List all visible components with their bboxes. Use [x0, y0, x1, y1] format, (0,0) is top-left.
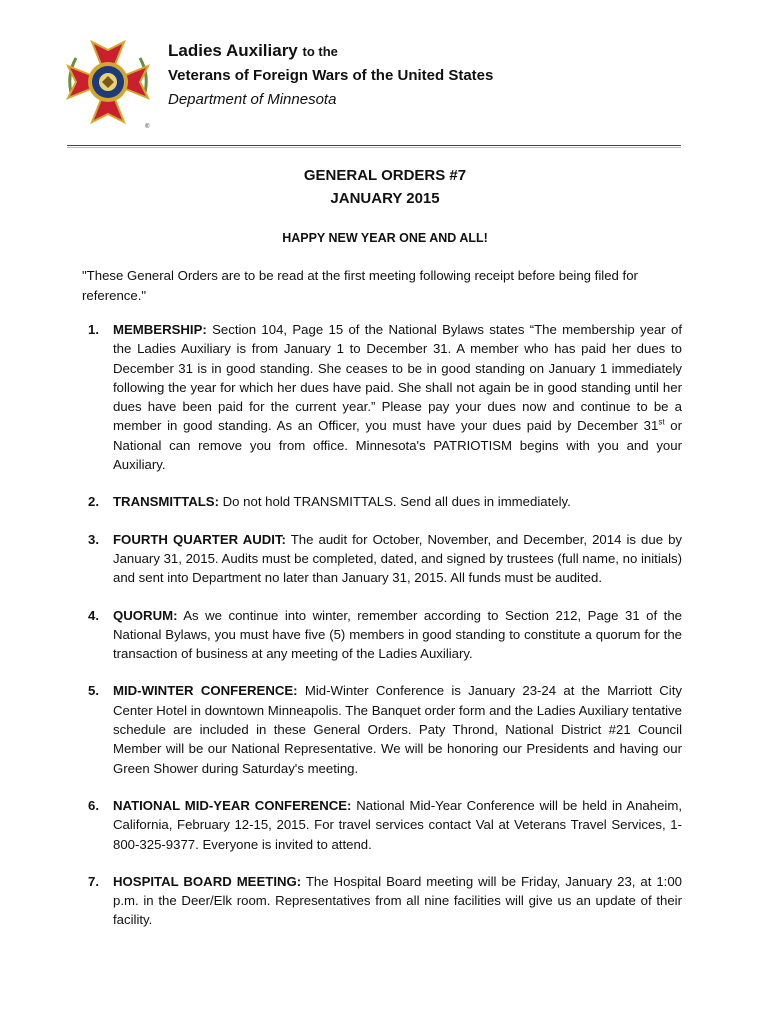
- list-item: [82, 681, 682, 777]
- item-number: 6.: [88, 797, 99, 813]
- orders-list: [82, 320, 682, 948]
- item-number: 4.: [88, 607, 99, 623]
- intro-paragraph: "These General Orders are to be read at the first meeting following receipt before being filed for reference.": [82, 268, 638, 303]
- svg-text:®: ®: [145, 124, 150, 130]
- list-item: [82, 606, 682, 664]
- item-text: National Mid-Year Conference will be held in Anaheim, California, February 12-15, 2015. For travel services contact Val at Veterans Travel Services, 1-800-325-9377. Everyone is invited to attend.: [113, 797, 683, 852]
- org-line-1: [168, 39, 493, 64]
- item-text: Section 104, Page 15 of the National Bylaws states “The membership year of the Ladies Auxiliary is from January 1 to December 31. A member who has paid her dues to December 31 is in good standing. She ceases to be in good standing on January 1 immediately following the year for which her dues have paid. She shall not again be in good standing until her dues have been paid for the current year.” Please pay your dues now and continue to be a member in good standing. As an Officer, you must have your dues paid by December 31: [113, 322, 682, 434]
- item-heading: HOSPITAL BOARD MEETING:: [113, 873, 302, 889]
- item-text: As we continue into winter, remember according to Section 212, Page 31 of the National Bylaws, you must have five (5) members in good standing to constitute a quorum for the transaction of business at any meeting of the Ladies Auxiliary.: [113, 607, 682, 662]
- document-date: JANUARY 2015: [330, 190, 440, 207]
- vfw-auxiliary-emblem: [62, 36, 154, 130]
- item-text-continued: or National can remove you from office. Minnesota's PATRIOTISM begins with you and your Auxiliary.: [113, 418, 683, 473]
- greeting: HAPPY NEW YEAR ONE AND ALL!: [282, 231, 488, 245]
- item-heading: TRANSMITTALS:: [113, 494, 219, 510]
- organization-header: [168, 39, 493, 112]
- document-title: GENERAL ORDERS #7: [303, 167, 467, 184]
- item-heading: NATIONAL MID-YEAR CONFERENCE:: [113, 797, 352, 813]
- item-number: 2.: [88, 494, 99, 510]
- list-item: [82, 320, 682, 474]
- item-heading: FOURTH QUARTER AUDIT:: [113, 531, 286, 547]
- list-item: [82, 872, 682, 930]
- item-heading: MID-WINTER CONFERENCE:: [113, 683, 298, 699]
- item-text: The audit for October, November, and December, 2014 is due by January 31, 2015. Audits must be completed, dated, and signed by trustees (full name, no initials) and sent into Department no later than January 31, 2015. All funds must be audited.: [113, 531, 682, 586]
- header-divider: [67, 145, 681, 148]
- item-text: Mid-Winter Conference is January 23-24 at the Marriott City Center Hotel in downtown Minneapolis. The Banquet order form and the Ladies Auxiliary tentative schedule are included in these General Orders. Paty Thrond, National District #21 Council Member will be our National Representative. We will be honoring our Presidents and having our Green Shower during Saturday's meeting.: [113, 683, 682, 776]
- item-number: 5.: [88, 683, 99, 699]
- item-text: Do not hold TRANSMITTALS. Send all dues in immediately.: [218, 494, 571, 510]
- item-heading: QUORUM:: [113, 607, 178, 623]
- item-text: The Hospital Board meeting will be Friday, January 23, at 1:00 p.m. in the Deer/Elk room. Representatives from all nine facilities will give us an update of their facility.: [113, 873, 682, 928]
- item-superscript: st: [658, 418, 665, 428]
- list-item: [82, 530, 682, 588]
- item-number: 7.: [88, 873, 99, 889]
- org-line-2: Veterans of Foreign Wars of the United States: [168, 67, 494, 84]
- item-number: 1.: [88, 322, 99, 337]
- org-department: Department of Minnesota: [168, 91, 337, 108]
- item-number: 3.: [88, 531, 99, 547]
- emblem-icon: [62, 36, 154, 130]
- list-item: [82, 796, 682, 854]
- org-name-connector: to the: [302, 44, 338, 59]
- list-item: [82, 492, 682, 511]
- item-heading: MEMBERSHIP:: [113, 322, 207, 337]
- org-name: Ladies Auxiliary: [168, 41, 298, 60]
